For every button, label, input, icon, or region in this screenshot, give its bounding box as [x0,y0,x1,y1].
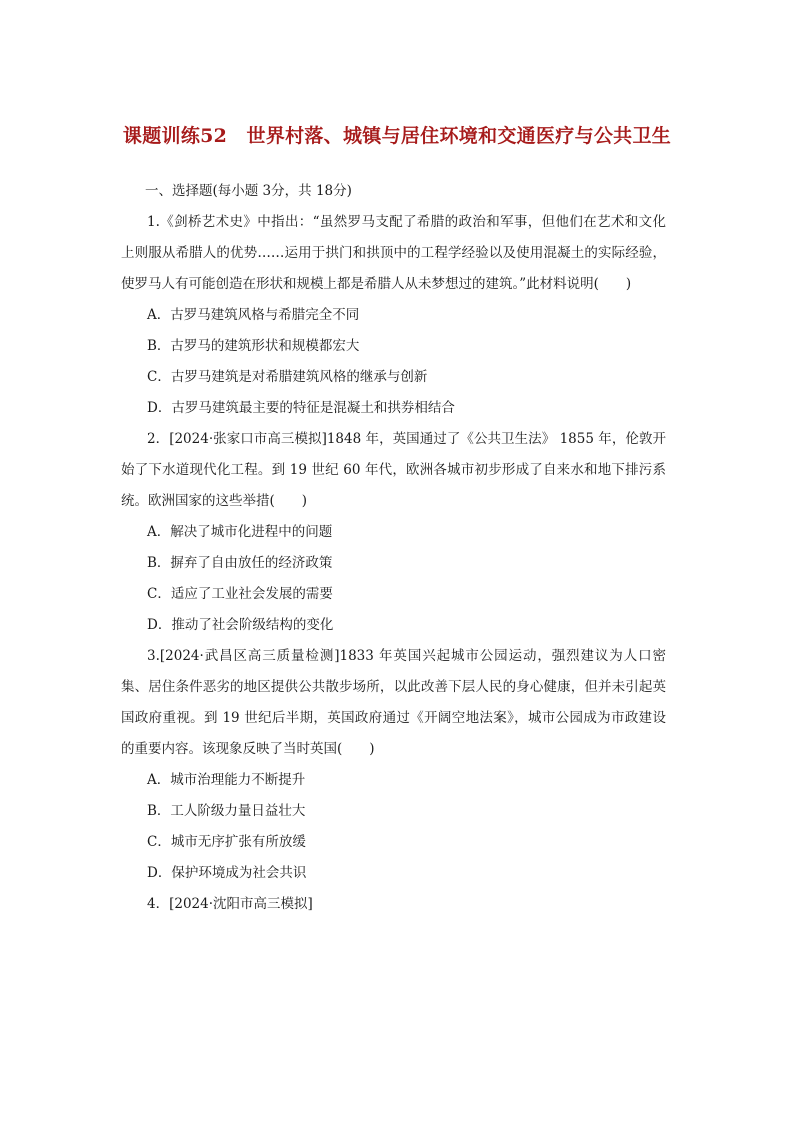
document-title: 课题训练52 世界村落、城镇与居住环境和交通医疗与公共卫生 [122,125,672,147]
question-2 [121,424,666,641]
question-stem: 4．[2024·沈阳市高三模拟] [147,896,313,912]
question-4 [121,889,666,920]
option-a: A．城市治理能力不断提升 [147,772,306,788]
option-d: D．古罗马建筑最主要的特征是混凝土和拱券相结合 [147,400,455,416]
question-stem: 1.《剑桥艺术史》中指出：“虽然罗马支配了希腊的政治和军事，但他们在艺术和文化上则服从希腊人的优势……运用于拱门和拱顶中的工程学经验以及使用混凝土的实际经验，使罗马人有可能创造在形状和规模上都是希腊人从未梦想过的建筑。”此材料说明( ) [121,214,666,292]
question-stem: 3.[2024·武昌区高三质量检测]1833 年英国兴起城市公园运动，强烈建议为人口密集、居住条件恶劣的地区提供公共散步场所，以此改善下层人民的身心健康，但并未引起英国政府重视。到 19 世纪后半期，英国政府通过《开阔空地法案》，城市公园成为市政建设的重要内容。该现象反映了当时英国( ) [121,648,666,757]
option-a: A．解决了城市化进程中的问题 [147,524,333,540]
document-body [121,176,666,920]
option-c: C．古罗马建筑是对希腊建筑风格的继承与创新 [147,369,428,385]
option-b: B．古罗马的建筑形状和规模都宏大 [147,338,360,354]
option-c: C．城市无序扩张有所放缓 [147,834,306,850]
question-3 [121,641,666,889]
option-c: C．适应了工业社会发展的需要 [147,586,333,602]
option-d: D．保护环境成为社会共识 [147,865,307,881]
section-heading: 一、选择题(每小题 3分，共 18分) [145,183,352,199]
question-stem: 2．[2024·张家口市高三模拟]1848 年，英国通过了《公共卫生法》 1855 年，伦敦开始了下水道现代化工程。到 19 世纪 60 年代，欧洲各城市初步形成了自来水和地下排污系统。欧洲国家的这些举措( ) [121,431,666,509]
option-b: B．工人阶级力量日益壮大 [147,803,306,819]
question-1 [121,207,666,424]
option-d: D．推动了社会阶级结构的变化 [147,617,334,633]
option-a: A．古罗马建筑风格与希腊完全不同 [147,307,360,323]
option-b: B．摒弃了自由放任的经济政策 [147,555,333,571]
